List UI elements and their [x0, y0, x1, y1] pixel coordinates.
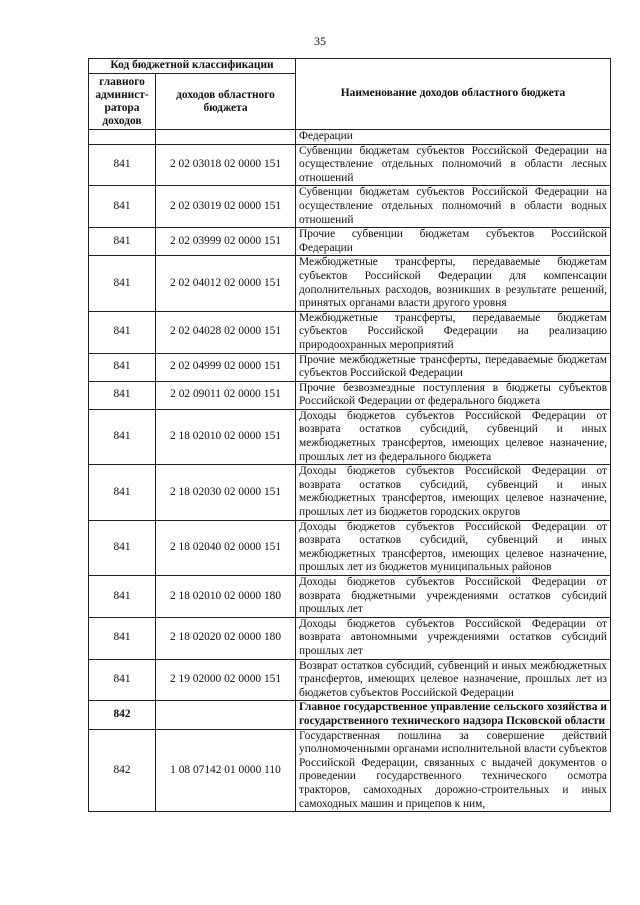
- cell-description: Субвенции бюджетам субъектов Российской Федерации на осуществление отдельных полномочий в области водных отношений: [296, 186, 611, 228]
- header-admin: главного админист-ратора доходов: [89, 74, 156, 130]
- cell-income-code: [156, 701, 296, 729]
- cell-income-code: 2 02 09011 02 0000 151: [156, 381, 296, 409]
- cell-income-code: 1 08 07142 01 0000 110: [156, 729, 296, 812]
- cell-description: Главное государственное управление сельского хозяйства и государственного технического надзора Псковской области: [296, 701, 611, 729]
- table-row: [89, 520, 611, 575]
- cell-admin-code: 841: [89, 381, 156, 409]
- cell-code: [156, 130, 296, 145]
- cell-admin-code: 841: [89, 311, 156, 353]
- table-row: [89, 256, 611, 311]
- table-row: [89, 381, 611, 409]
- cell-income-code: 2 02 04028 02 0000 151: [156, 311, 296, 353]
- cell-income-code: 2 18 02040 02 0000 151: [156, 520, 296, 575]
- cell-admin: [89, 130, 156, 145]
- cell-description: Федерации: [296, 130, 611, 145]
- cell-description: Возврат остатков субсидий, субвенций и иных межбюджетных трансфертов, имеющих целевое назначение, прошлых лет из бюджетов субъектов Российской Федерации: [296, 659, 611, 701]
- table-row: [89, 353, 611, 381]
- table-row: [89, 228, 611, 256]
- cell-income-code: 2 18 02010 02 0000 151: [156, 409, 296, 464]
- table-row: [89, 465, 611, 520]
- cell-description: Межбюджетные трансферты, передаваемые бюджетам субъектов Российской Федерации для компенсации дополнительных расходов, возникших в результате решений, принятых органами власти другого уровня: [296, 256, 611, 311]
- cell-income-code: 2 02 04012 02 0000 151: [156, 256, 296, 311]
- cell-admin-code: 841: [89, 576, 156, 618]
- table-body: [89, 130, 611, 812]
- cell-admin-code: 841: [89, 465, 156, 520]
- cell-description: Государственная пошлина за совершение действий уполномоченными органами исполнительной власти субъектов Российской Федерации, связанных с выдачей документов о проведении государственного технического осмотра тракторов, самоходных дорожно-строительных и иных самоходных машин и прицепов к ним,: [296, 729, 611, 812]
- cell-description: Прочие субвенции бюджетам субъектов Российской Федерации: [296, 228, 611, 256]
- cell-income-code: 2 02 04999 02 0000 151: [156, 353, 296, 381]
- cell-admin-code: 842: [89, 701, 156, 729]
- table-row: [89, 617, 611, 659]
- table-row: [89, 576, 611, 618]
- table-row: [89, 311, 611, 353]
- cell-admin-code: 841: [89, 659, 156, 701]
- cell-admin-code: 842: [89, 729, 156, 812]
- cell-description: Доходы бюджетов субъектов Российской Федерации от возврата остатков субсидий, субвенций и иных межбюджетных трансфертов, имеющих целевое назначение, прошлых лет из бюджетов городских округов: [296, 465, 611, 520]
- table-row: [89, 729, 611, 812]
- header-name: Наименование доходов областного бюджета: [296, 59, 611, 130]
- table-row: [89, 144, 611, 186]
- cell-income-code: 2 02 03018 02 0000 151: [156, 144, 296, 186]
- header-code-group: Код бюджетной классификации: [89, 59, 296, 74]
- cell-admin-code: 841: [89, 353, 156, 381]
- cell-admin-code: 841: [89, 409, 156, 464]
- continuation-row: [89, 130, 611, 145]
- cell-description: Доходы бюджетов субъектов Российской Федерации от возврата автономными учреждениями остатков субсидий прошлых лет: [296, 617, 611, 659]
- cell-description: Доходы бюджетов субъектов Российской Федерации от возврата остатков субсидий, субвенций и иных межбюджетных трансфертов, имеющих целевое назначение, прошлых лет из федерального бюджета: [296, 409, 611, 464]
- table-row: [89, 659, 611, 701]
- table-row: [89, 186, 611, 228]
- cell-admin-code: 841: [89, 617, 156, 659]
- table-row: [89, 701, 611, 729]
- cell-income-code: 2 18 02020 02 0000 180: [156, 617, 296, 659]
- cell-description: Доходы бюджетов субъектов Российской Федерации от возврата бюджетными учреждениями остатков субсидий прошлых лет: [296, 576, 611, 618]
- header-income-code: доходов областного бюджета: [156, 74, 296, 130]
- page-number: 35: [314, 34, 326, 48]
- cell-admin-code: 841: [89, 256, 156, 311]
- cell-income-code: 2 19 02000 02 0000 151: [156, 659, 296, 701]
- cell-income-code: 2 18 02030 02 0000 151: [156, 465, 296, 520]
- cell-description: Межбюджетные трансферты, передаваемые бюджетам субъектов Российской Федерации на реализацию природоохранных мероприятий: [296, 311, 611, 353]
- cell-admin-code: 841: [89, 144, 156, 186]
- cell-description: Субвенции бюджетам субъектов Российской Федерации на осуществление отдельных полномочий в области лесных отношений: [296, 144, 611, 186]
- cell-description: Прочие межбюджетные трансферты, передаваемые бюджетам субъектов Российской Федерации: [296, 353, 611, 381]
- cell-admin-code: 841: [89, 186, 156, 228]
- cell-income-code: 2 02 03019 02 0000 151: [156, 186, 296, 228]
- cell-income-code: 2 18 02010 02 0000 180: [156, 576, 296, 618]
- cell-admin-code: 841: [89, 228, 156, 256]
- cell-income-code: 2 02 03999 02 0000 151: [156, 228, 296, 256]
- table-row: [89, 409, 611, 464]
- cell-description: Доходы бюджетов субъектов Российской Федерации от возврата остатков субсидий, субвенций и иных межбюджетных трансфертов, имеющих целевое назначение, прошлых лет из бюджетов муниципальных районов: [296, 520, 611, 575]
- budget-classification-table: [88, 58, 611, 812]
- cell-description: Прочие безвозмездные поступления в бюджеты субъектов Российской Федерации от федерального бюджета: [296, 381, 611, 409]
- cell-admin-code: 841: [89, 520, 156, 575]
